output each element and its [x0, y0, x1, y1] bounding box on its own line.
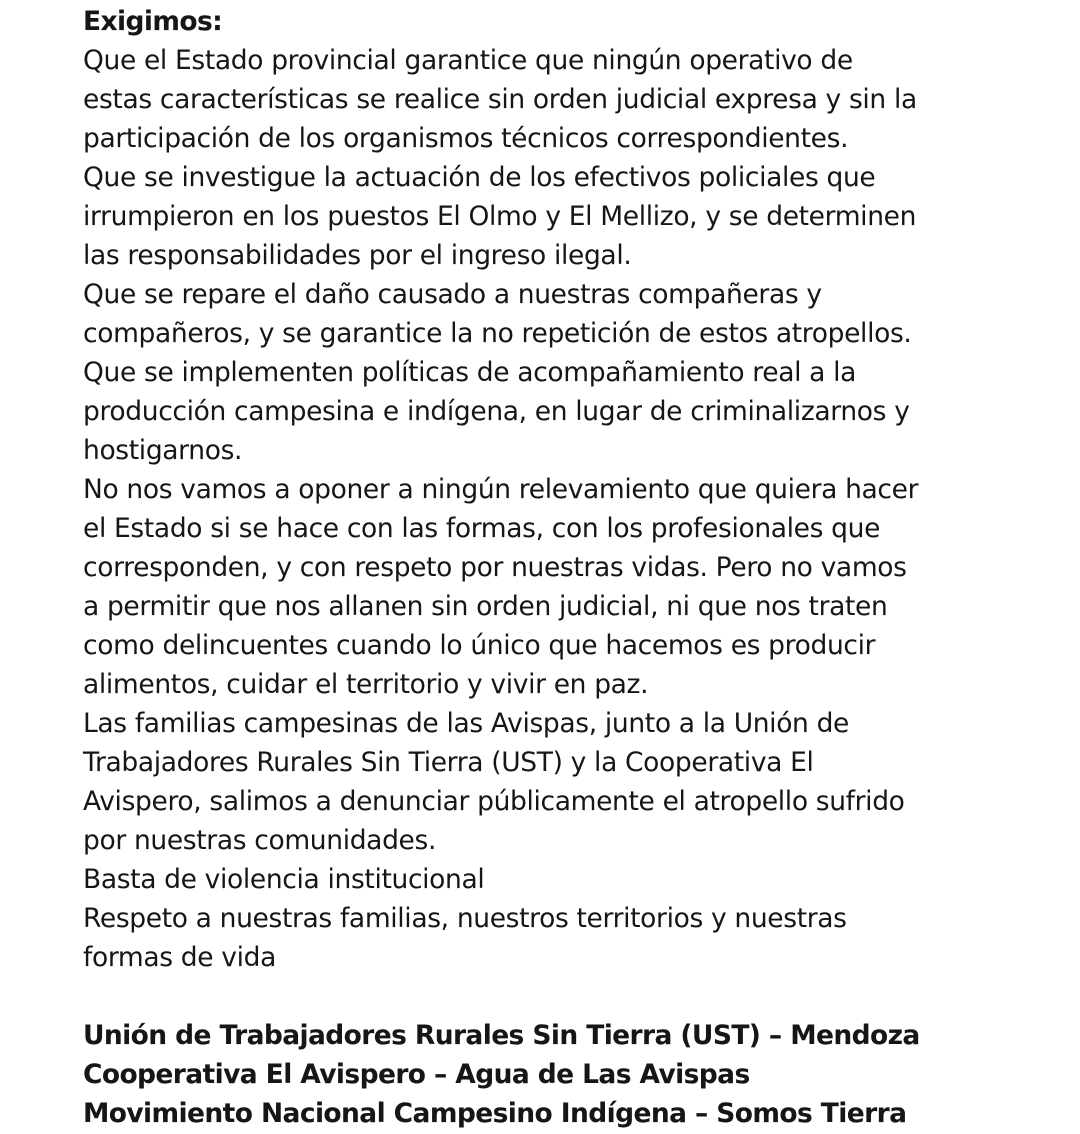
body-line: irrumpieron en los puestos El Olmo y El Mellizo, y se determinen — [83, 201, 917, 232]
body-line: el Estado si se hace con las formas, con los profesionales que — [83, 513, 881, 544]
body-line: corresponden, y con respeto por nuestras vidas. Pero no vamos — [83, 552, 907, 583]
body-line: Que se repare el daño causado a nuestras compañeras y — [83, 279, 822, 310]
body-line: compañeros, y se garantice la no repetición de estos atropellos. — [83, 318, 912, 349]
body-line: estas características se realice sin orden judicial expresa y sin la — [83, 84, 917, 115]
body-line: por nuestras comunidades. — [83, 825, 437, 856]
body-text — [83, 41, 1073, 977]
body-line: Basta de violencia institucional — [83, 864, 485, 895]
body-line: Trabajadores Rurales Sin Tierra (UST) y la Cooperativa El — [83, 747, 814, 778]
body-line: Que se investigue la actuación de los efectivos policiales que — [83, 162, 876, 193]
body-line: alimentos, cuidar el territorio y vivir en paz. — [83, 669, 649, 700]
body-line: No nos vamos a oponer a ningún relevamiento que quiera hacer — [83, 474, 919, 505]
body-line: a permitir que nos allanen sin orden judicial, ni que nos traten — [83, 591, 888, 622]
signatures — [83, 1016, 1073, 1133]
body-line: Las familias campesinas de las Avispas, junto a la Unión de — [83, 708, 850, 739]
body-line: formas de vida — [83, 942, 277, 973]
signature-line: Unión de Trabajadores Rurales Sin Tierra (UST) – Mendoza — [83, 1020, 920, 1051]
body-line: Que el Estado provincial garantice que ningún operativo de — [83, 45, 853, 76]
body-line: producción campesina e indígena, en lugar de criminalizarnos y — [83, 396, 910, 427]
body-line: las responsabilidades por el ingreso ilegal. — [83, 240, 632, 271]
body-line: hostigarnos. — [83, 435, 243, 466]
body-line: Avispero, salimos a denunciar públicamente el atropello sufrido — [83, 786, 905, 817]
document — [83, 2, 1073, 1133]
spacer — [83, 977, 1073, 1016]
body-line: Que se implementen políticas de acompañamiento real a la — [83, 357, 857, 388]
signature-line: Cooperativa El Avispero – Agua de Las Avispas — [83, 1059, 750, 1090]
signature-line: Movimiento Nacional Campesino Indígena – Somos Tierra — [83, 1098, 907, 1129]
body-line: como delincuentes cuando lo único que hacemos es producir — [83, 630, 876, 661]
heading: Exigimos: — [83, 6, 223, 37]
body-line: participación de los organismos técnicos correspondientes. — [83, 123, 849, 154]
body-line: Respeto a nuestras familias, nuestros territorios y nuestras — [83, 903, 847, 934]
